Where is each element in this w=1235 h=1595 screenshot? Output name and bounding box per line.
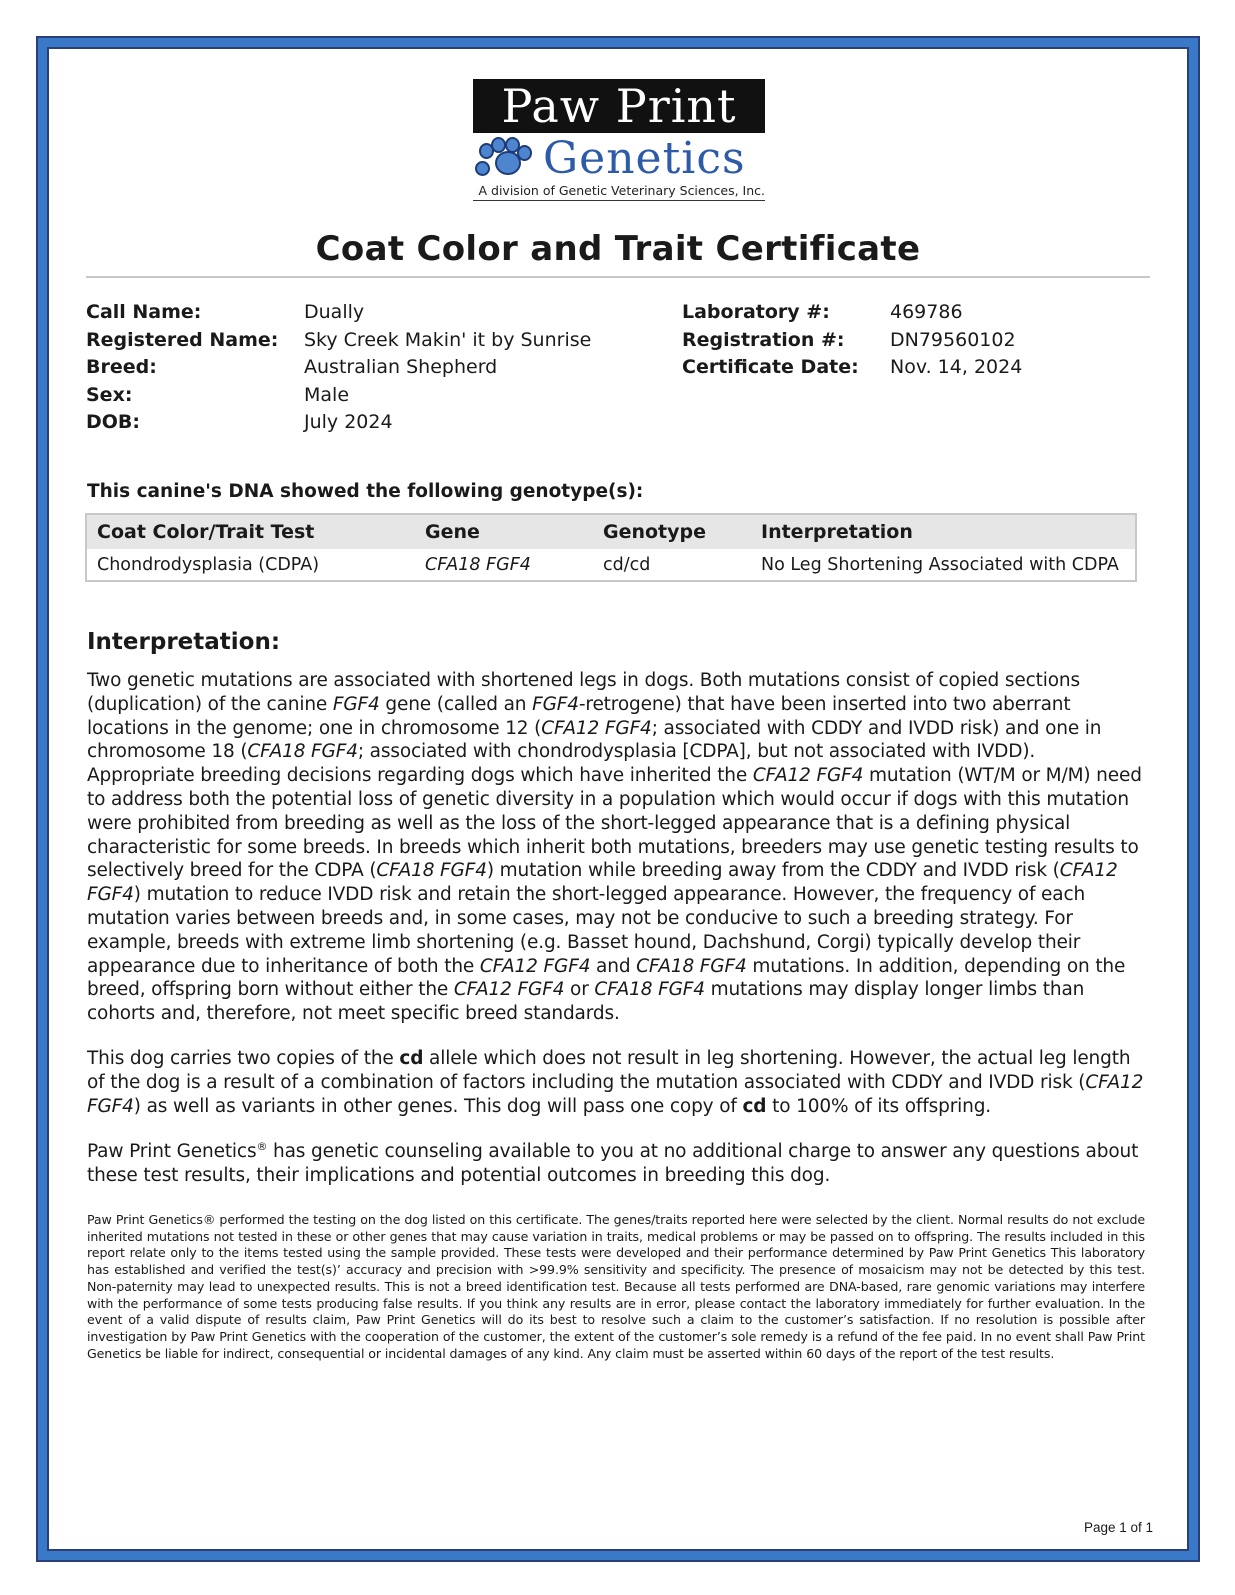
registration-number-value: DN79560102 — [890, 328, 1016, 351]
breed-value: Australian Shepherd — [304, 356, 498, 378]
logo-wordmark-top: Paw Print — [473, 79, 765, 133]
breed-label: Breed: — [86, 356, 157, 378]
interpretation-paragraph-2: This dog carries two copies of the cd allele which does not result in leg shortening. However, the actual leg length of the dog is a result of a combination of factors including the mutation associated with CDDY and IVDD risk (CFA12 FGF4) as well as variants in other genes. This dog will pass one copy of cd to 100% of its offspring. — [87, 1048, 1144, 1117]
paw-print-genetics-logo — [473, 79, 773, 201]
certificate-title: Coat Color and Trait Certificate — [315, 229, 921, 269]
certificate-border — [36, 36, 1200, 1562]
interpretation-heading: Interpretation: — [87, 629, 281, 655]
disclaimer-text: Paw Print Genetics® performed the testing on the dog listed on this certificate. The genes/traits reported here were selected by the client. Normal results do not exclude inherited mutations not tested in these or other genes that may cause variation in traits, medical problems or may be passed on to offspring. The results included in this report relate only to the items tested using the sample provided. These tests were developed and their performance determined by Paw Print Genetics This laboratory has established and verified the test(s)’ accuracy and precision with >99.9% sensitivity and specificity. The presence of mosaicism may not be detected by this test. Non-paternity may lead to unexpected results. This is not a breed identification test. Because all tests performed are DNA-based, rare genomic variations may interfere with the performance of some tests producing false results. If you think any results are in error, please contact the laboratory immediately for further evaluation. In the event of a valid dispute of results claim, Paw Print Genetics will do its best to resolve such a claim to the customer’s satisfaction. If no resolution is possible after investigation by Paw Print Genetics with the cooperation of the customer, the extent of the customer’s sole remedy is a refund of the fee paid. In no event shall Paw Print Genetics be liable for indirect, consequential or incidental damages of any kind. Any claim must be asserted within 60 days of the report of the test results. — [87, 1212, 1145, 1361]
column-header: Coat Color/Trait Test — [86, 514, 415, 549]
column-header: Gene — [415, 514, 593, 549]
lab-info — [682, 299, 1022, 382]
column-header: Interpretation — [751, 514, 1136, 549]
table-header-row — [86, 514, 1136, 549]
registered-name-label: Registered Name: — [86, 328, 279, 351]
test-cell: Chondrodysplasia (CDPA) — [97, 554, 320, 575]
dog-info — [86, 299, 591, 437]
call-name-value: Dually — [304, 301, 365, 323]
table-row — [86, 549, 1136, 581]
sex-label: Sex: — [86, 383, 133, 406]
registration-number-label: Registration #: — [682, 328, 845, 351]
lab-number-value: 469786 — [890, 301, 963, 323]
gene-cell: CFA18 FGF4 — [425, 554, 531, 575]
interpretation-paragraph-1: Two genetic mutations are associated with shortened legs in dogs. Both mutations consist of copied sections (duplication) of the canine FGF4 gene (called an FGF4-retrogene) that have been inserted into two aberrant locations in the genome; one in chromosome 12 (CFA12 FGF4; associated with CDDY and IVDD risk) and one in chromosome 18 (CFA18 FGF4; associated with chondrodysplasia [CDPA], but not associated with IVDD). Appropriate breeding decisions regarding dogs which have inherited the CFA12 FGF4 mutation (WT/M or M/M) need to address both the potential loss of genetic diversity in a population which would occur if dogs with this mutation were prohibited from breeding as well as the loss of the short-legged appearance that is a defining physical characteristic for some breeds. In breeds which inherit both mutations, breeders may use genetic testing results to selectively breed for the CDPA (CFA18 FGF4) mutation while breeding away from the CDDY and IVDD risk (CFA12 FGF4) mutation to reduce IVDD risk and retain the short-legged appearance. However, the frequency of each mutation varies between breeds and, in some cases, may not be conducive to such a breeding strategy. For example, breeds with extreme limb shortening (e.g. Basset hound, Dachshund, Corgi) typically develop their appearance due to inheritance of both the CFA12 FGF4 and CFA18 FGF4 mutations. In addition, depending on the breed, offspring born without either the CFA12 FGF4 or CFA18 FGF4 mutations may display longer limbs than cohorts and, therefore, not meet specific breed standards. — [87, 670, 1142, 1025]
sex-value: Male — [304, 383, 350, 406]
paw-print-icon — [473, 137, 543, 181]
genotype-heading: This canine's DNA showed the following genotype(s): — [87, 481, 644, 502]
title-divider — [86, 276, 1150, 278]
page-number: Page 1 of 1 — [1083, 1520, 1153, 1535]
lab-number-label: Laboratory #: — [682, 301, 830, 323]
registered-name-value: Sky Creek Makin' it by Sunrise — [304, 328, 592, 351]
genotype-table — [85, 513, 1137, 582]
certificate-page — [47, 47, 1189, 1551]
counseling-paragraph: Paw Print Genetics® has genetic counseling available to you at no additional charge to answer any questions about these test results, their implications and potential outcomes in breeding this dog. — [87, 1140, 1139, 1186]
logo-division-text: A division of Genetic Veterinary Sciences, Inc. — [473, 183, 765, 201]
logo-wordmark-bottom: Genetics — [543, 133, 746, 184]
dob-label: DOB: — [86, 411, 141, 433]
interpretation-cell: No Leg Shortening Associated with CDPA — [761, 554, 1119, 575]
genotype-cell: cd/cd — [603, 554, 651, 575]
column-header: Genotype — [593, 514, 751, 549]
call-name-label: Call Name: — [86, 301, 202, 323]
certificate-date-label: Certificate Date: — [682, 356, 859, 378]
certificate-date-value: Nov. 14, 2024 — [890, 356, 1023, 378]
dob-value: July 2024 — [304, 411, 393, 433]
